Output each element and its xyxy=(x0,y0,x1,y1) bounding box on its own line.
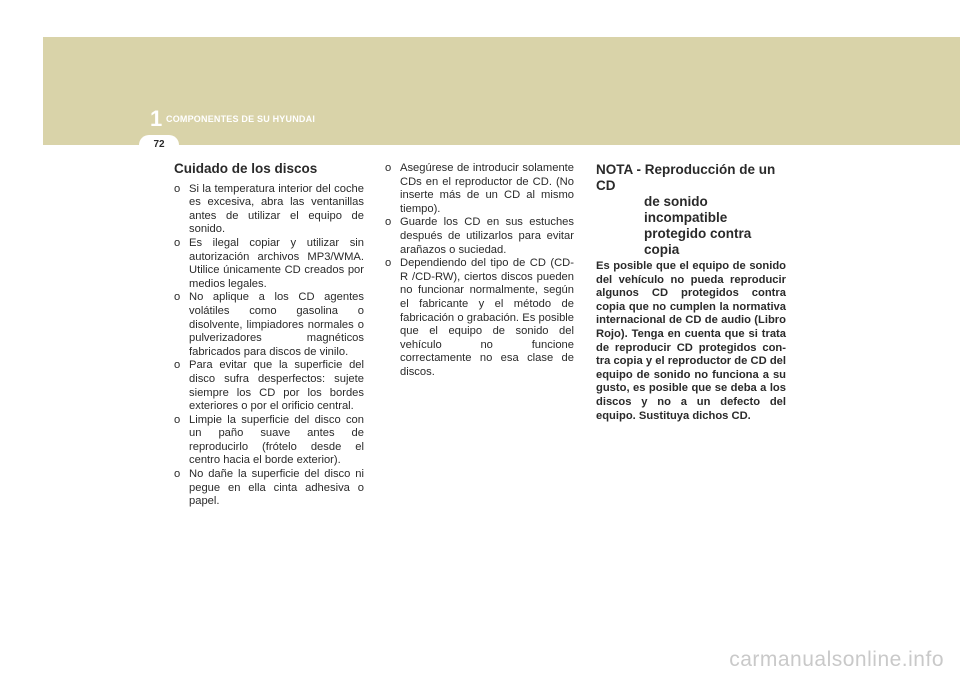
bullet-mark: o xyxy=(385,216,392,229)
list-item xyxy=(174,468,364,509)
list-item-text: No dañe la superficie del disco ni pegue en ella cinta adhesiva o papel. xyxy=(189,468,364,508)
disc-care-list xyxy=(174,183,364,509)
list-item-text: Si la temperatura interior del coche es excesiva, abra las ventanillas antes de utilizar el equipo de sonido. xyxy=(189,182,364,236)
chapter-title: COMPONENTES DE SU HYUNDAI xyxy=(166,114,316,124)
column-disc-care xyxy=(174,162,364,509)
column-disc-handling xyxy=(385,162,574,380)
bullet-mark: o xyxy=(174,291,181,304)
list-item-text: Para evitar que la superficie del disco sufra desperfectos: sujete siempre los CD por los bordes exteriores o por el orificio central. xyxy=(189,359,364,413)
bullet-mark: o xyxy=(174,413,181,426)
list-item xyxy=(174,414,364,468)
list-item xyxy=(174,359,364,413)
list-item-text: Guarde los CD en sus estuches después de utilizarlos para evitar arañazos o suciedad. xyxy=(400,216,574,256)
section-title: Cuidado de los discos xyxy=(174,161,318,176)
note-body: Es posible que el equipo de sonido del vehículo no pueda reproducir algunos CD protegidos contra copia que no cumplen la normativa internacional de CD de audio (Libro Rojo). Tenga en cuenta que si trata de reproducir CD protegidos con-tra copia y el reproductor de CD del equipo de sonido no funciona a su gusto, es posible que se deba a los discos y no a un defecto del equipo. Sustituya dichos CD. xyxy=(596,260,786,422)
page-number: 72 xyxy=(153,139,165,150)
column-note xyxy=(596,162,786,423)
bullet-mark: o xyxy=(385,257,392,270)
list-item xyxy=(385,257,574,379)
watermark: carmanualsonline.info xyxy=(729,648,944,671)
note-title-line: protegido contra copia xyxy=(644,226,752,257)
list-item-text: Es ilegal copiar y utilizar sin autorización archivos MP3/WMA. Utilice únicamente CD creados por medios legales. xyxy=(189,236,364,290)
list-item xyxy=(385,162,574,216)
note-title xyxy=(596,162,786,258)
bullet-mark: o xyxy=(174,236,181,249)
list-item xyxy=(385,216,574,257)
bullet-mark: o xyxy=(174,182,181,195)
disc-handling-list xyxy=(385,162,574,380)
list-item-text: Asegúrese de introducir solamente CDs en el reproductor de CD. (No inserte más de un CD al mismo tiempo). xyxy=(400,162,574,215)
list-item xyxy=(174,237,364,291)
list-item-text: No aplique a los CD agentes volátiles como gasolina o disolvente, limpiadores normales o pulverizadores magnéticos fabricados para discos de vinilo. xyxy=(189,291,364,358)
list-item-text: Limpie la superficie del disco con un paño suave antes de reproducirlo (frótelo desde el centro hacia el borde exterior). xyxy=(189,413,364,467)
list-item-text: Dependiendo del tipo de CD (CD-R /CD-RW), ciertos discos pueden no funcionar normalmente, según el fabricante y el método de fabricación o grabación. Es posible que el equipo de sonido del vehículo no funcione correctamente no esa clase de discos. xyxy=(400,257,574,378)
chapter-number: 1 xyxy=(150,106,163,131)
header-band xyxy=(43,37,960,145)
bullet-mark: o xyxy=(174,468,181,481)
bullet-mark: o xyxy=(174,359,181,372)
note-title-line: de sonido incompatible xyxy=(644,194,728,225)
bullet-mark: o xyxy=(385,162,392,174)
list-item xyxy=(174,183,364,237)
list-item xyxy=(174,291,364,359)
note-title-line: NOTA - Reproducción de un CD xyxy=(596,162,776,193)
